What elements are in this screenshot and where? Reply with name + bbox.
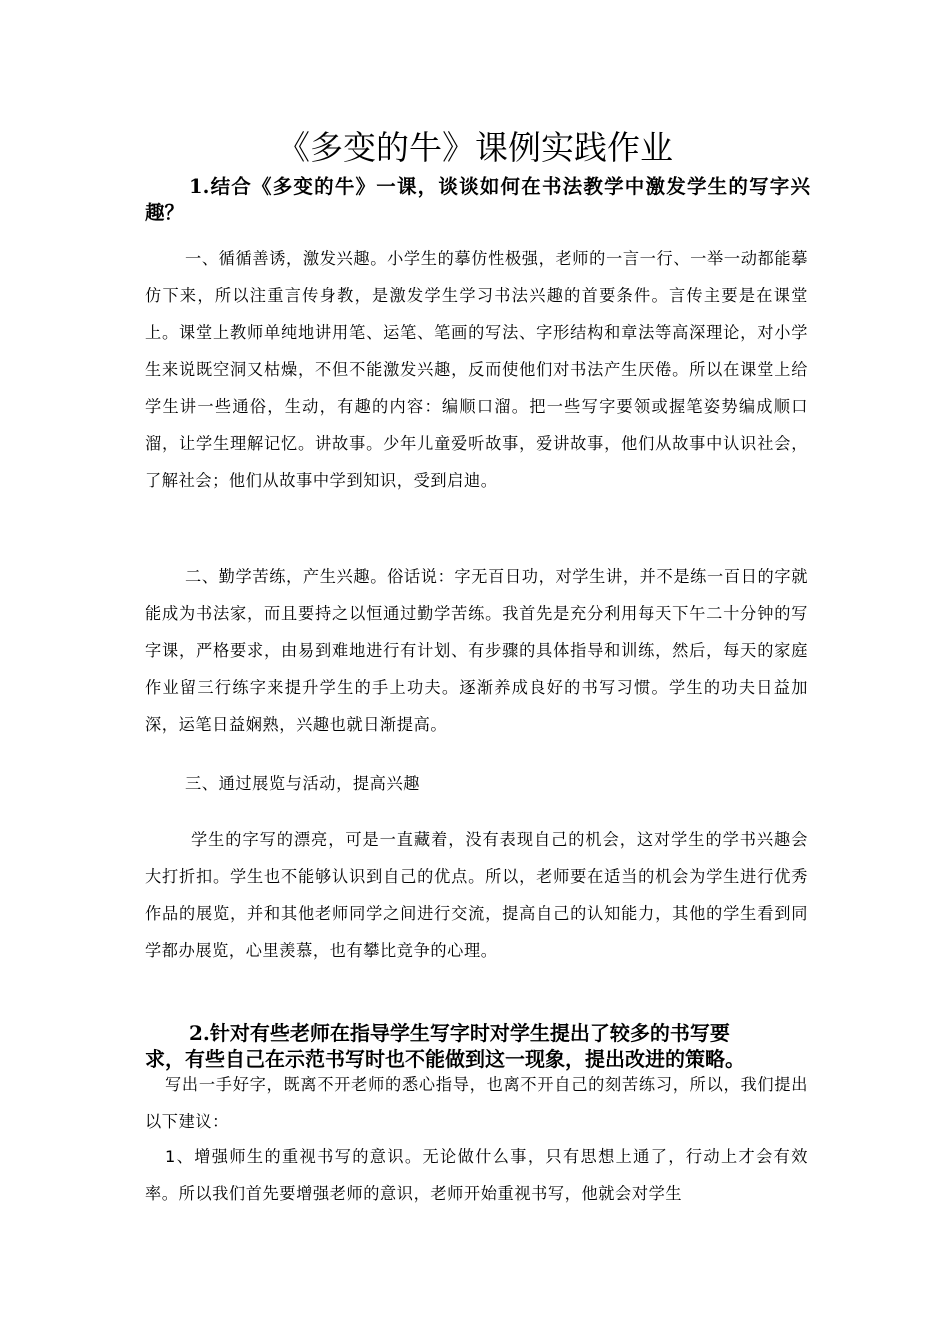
question-2-heading-line-2: 求，有些自己在示范书写时也不能做到这一现象，提出改进的策略。: [145, 1047, 745, 1071]
question-2-heading: [145, 1020, 810, 1072]
q1-paragraph-4: 学生的字写的漂亮，可是一直藏着，没有表现自己的机会，这对学生的学书兴趣会大打折扣。学生也不能够认识到自己的优点。所以，老师要在适当的机会为学生进行优秀作品的展览，并和其他老师同学之间进行交流，提高自己的认知能力，其他的学生看到同学都办展览，心里羡慕，也有攀比竞争的心理。: [145, 830, 808, 960]
question-1-heading-text: 1.结合《多变的牛》一课，谈谈如何在书法教学中激发学生的写字兴趣？: [145, 175, 810, 224]
question-2-heading-line-1: 2.针对有些老师在指导学生写字时对学生提出了较多的书写要: [189, 1021, 730, 1045]
q1-paragraph-2: 二、勤学苦练，产生兴趣。俗话说：字无百日功，对学生讲，并不是练一百日的字就能成为书法家，而且要持之以恒通过勤学苦练。我首先是充分利用每天下午二十分钟的写字课，严格要求，由易到难地进行有计划、有步骤的具体指导和训练，然后，每天的家庭作业留三行练字来提升学生的手上功夫。逐渐养成良好的书写习惯。学生的功夫日益加深，运笔日益娴熟，兴趣也就日渐提高。: [145, 567, 808, 734]
q2-paragraph-2: 1、增强师生的重视书写的意识。无论做什么事，只有思想上通了，行动上才会有效率。所以我们首先要增强老师的意识，老师开始重视书写，他就会对学生: [145, 1147, 808, 1203]
q1-paragraph-1: 一、循循善诱，激发兴趣。小学生的摹仿性极强，老师的一言一行、一举一动都能摹仿下来，所以注重言传身教，是激发学生学习书法兴趣的首要条件。言传主要是在课堂上。课堂上教师单纯地讲用笔、运笔、笔画的写法、字形结构和章法等高深理论，对小学生来说既空洞又枯燥，不但不能激发兴趣，反而使他们对书法产生厌倦。所以在课堂上给学生讲一些通俗，生动，有趣的内容：编顺口溜。把一些写字要领或握笔姿势编成顺口溜，让学生理解记忆。讲故事。少年儿童爱听故事，爱讲故事，他们从故事中认识社会，了解社会；他们从故事中学到知识，受到启迪。: [145, 249, 808, 490]
q2-paragraph-1: 写出一手好字，既离不开老师的悉心指导，也离不开自己的刻苦练习，所以，我们提出以下建议：: [145, 1075, 808, 1131]
question-1-heading: [145, 174, 810, 226]
q1-paragraph-3: 三、通过展览与活动，提高兴趣: [185, 774, 421, 793]
document-title: 《多变的牛》课例实践作业: [277, 128, 673, 167]
